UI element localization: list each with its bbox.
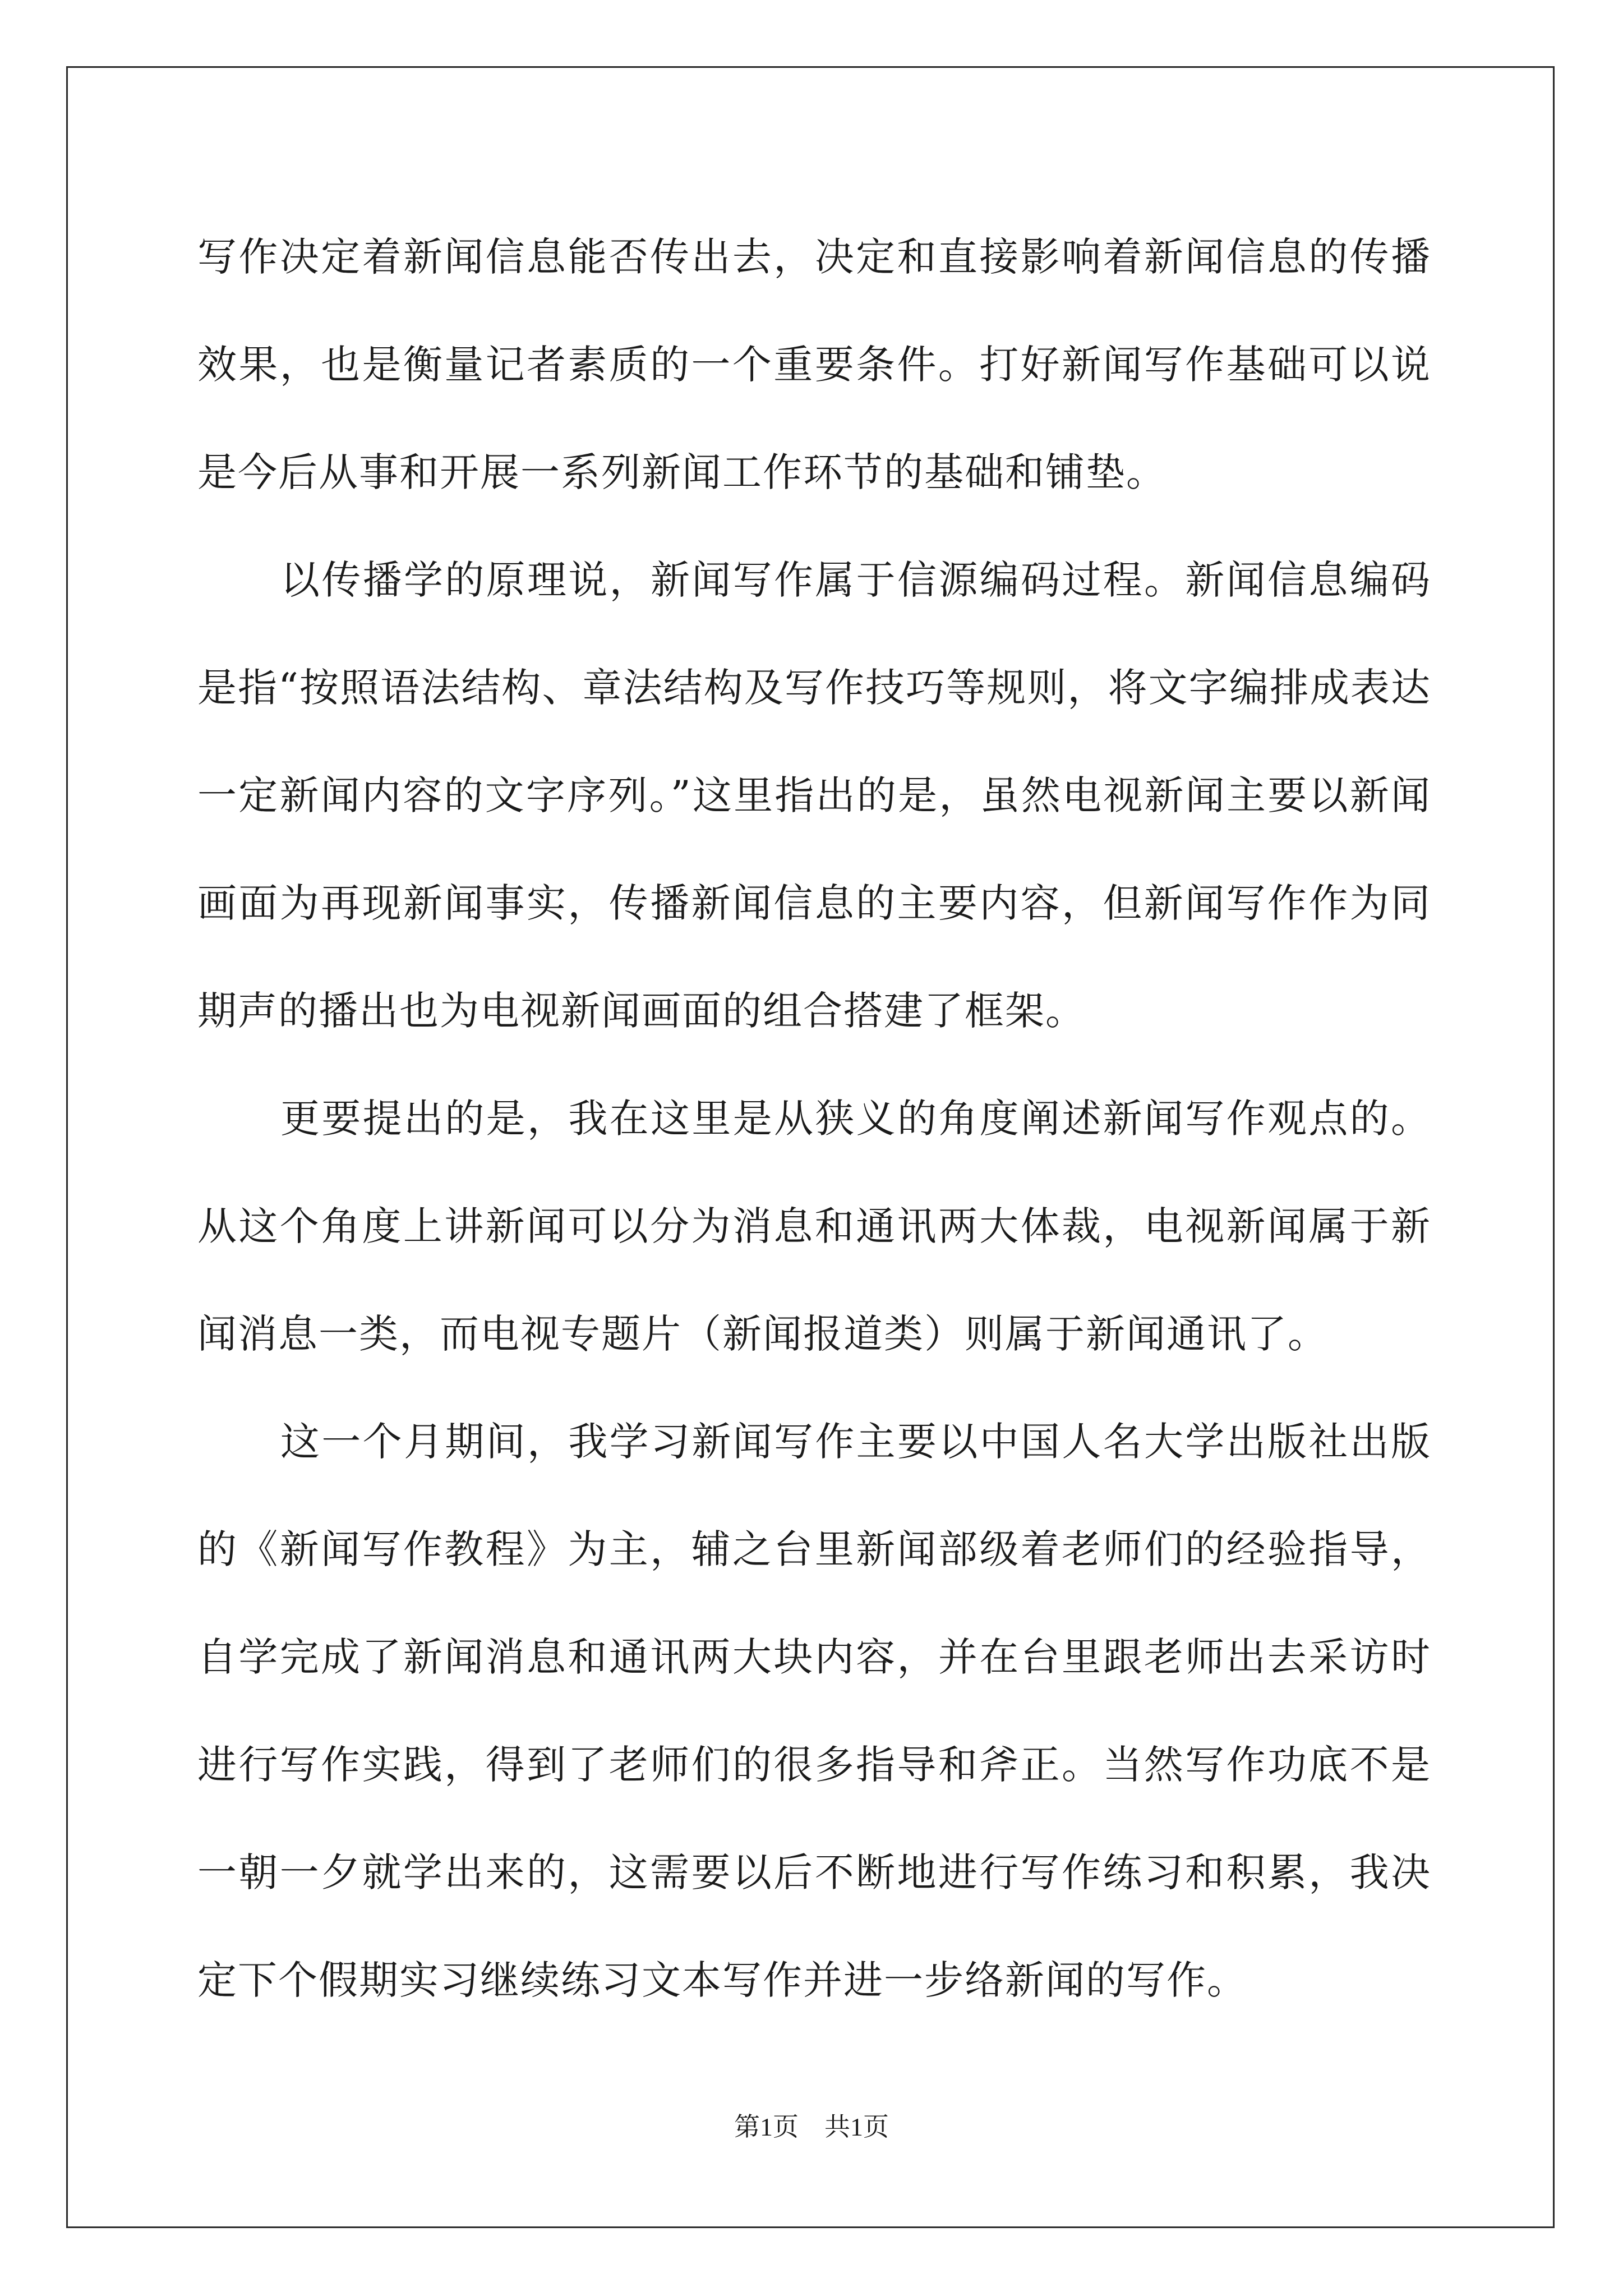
paragraph-2: 以传播学的原理说，新闻写作属于信源编码过程。新闻信息编码是指“按照语法结构、章法结构及写作技巧等规则，将文字编排成表达一定新闻内容的文字序列。”这里指出的是，虽然电视新闻主要以新闻画面为再现新闻事实，传播新闻信息的主要内容，但新闻写作作为同期声的播出也为电视新闻画面的组合搭建了框架。	[197, 557, 1431, 1034]
page-number-total: 共1页	[824, 2113, 889, 2141]
page-footer	[0, 2106, 1623, 2143]
paragraph-3: 更要提出的是，我在这里是从狭义的角度阐述新闻写作观点的。从这个角度上讲新闻可以分为消息和通讯两大体裁，电视新闻属于新闻消息一类，而电视专题片（新闻报道类）则属于新闻通讯了。	[197, 1096, 1431, 1357]
paragraph-4: 这一个月期间，我学习新闻写作主要以中国人名大学出版社出版的《新闻写作教程》为主，辅之台里新闻部级着老师们的经验指导，自学完成了新闻消息和通讯两大块内容，并在台里跟老师出去采访时进行写作实践，得到了老师们的很多指导和斧正。当然写作功底不是一朝一夕就学出来的，这需要以后不断地进行写作练习和积累，我决定下个假期实习继续练习文本写作并进一步络新闻的写作。	[197, 1419, 1431, 2003]
paragraph-1: 写作决定着新闻信息能否传出去，决定和直接影响着新闻信息的传播效果，也是衡量记者素质的一个重要条件。打好新闻写作基础可以说是今后从事和开展一系列新闻工作环节的基础和铺垫。	[197, 234, 1431, 495]
page-number-current: 第1页	[734, 2113, 799, 2141]
document-body	[197, 203, 1431, 2034]
